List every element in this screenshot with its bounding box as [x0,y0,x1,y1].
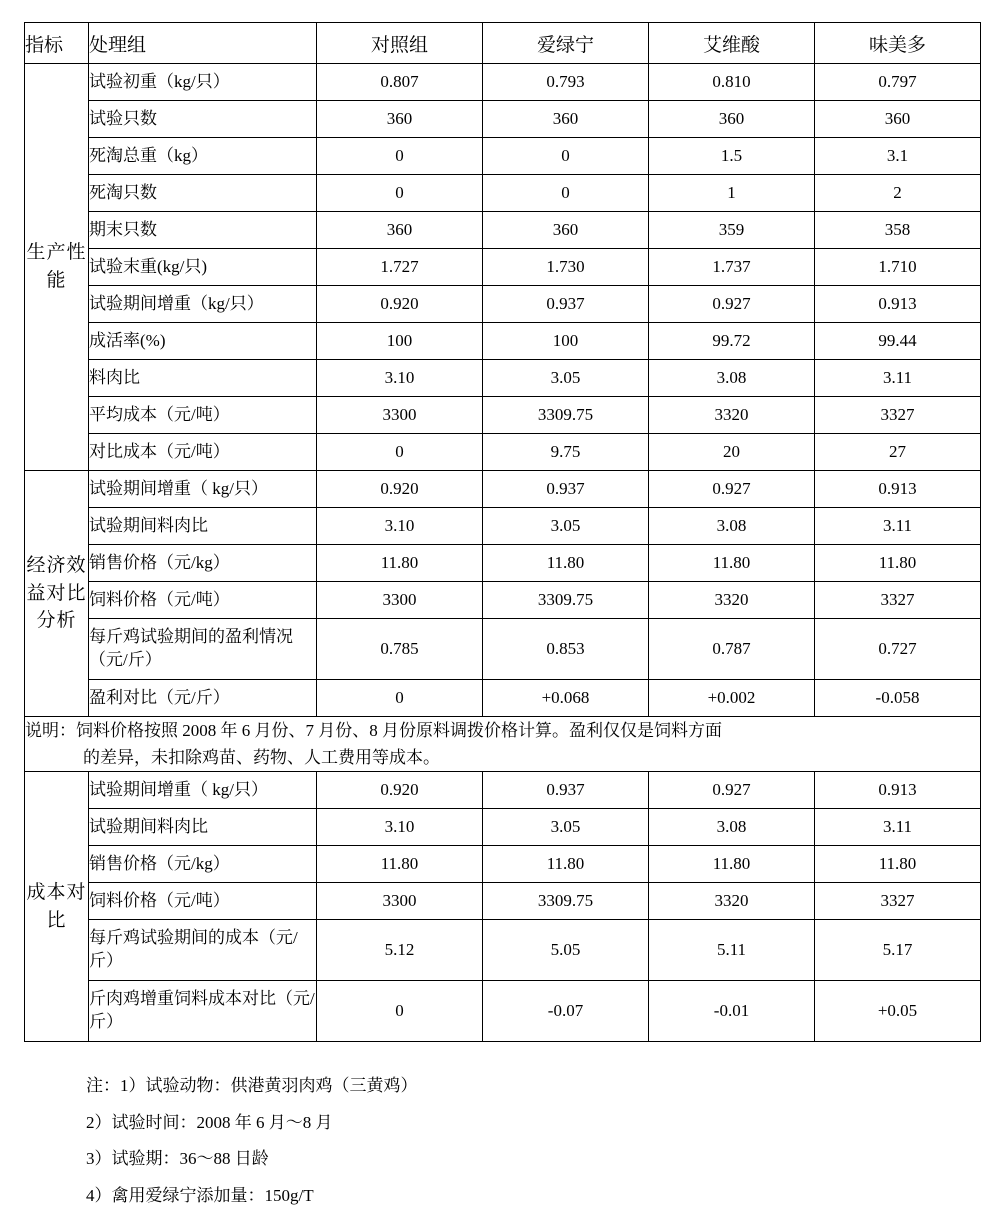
row-value: 0.920 [317,772,483,809]
row-value: 0.920 [317,286,483,323]
row-item-label: 死淘总重（kg） [89,138,317,175]
row-item-label: 试验期间料肉比 [89,809,317,846]
row-value: +0.002 [649,680,815,717]
footnote-4: 4）禽用爱绿宁添加量：150g/T [86,1186,314,1206]
row-item-label: 试验期间料肉比 [89,508,317,545]
row-value: 3.08 [649,809,815,846]
header-group-label: 指标 [25,23,89,64]
row-value: +0.068 [483,680,649,717]
row-value: 0 [483,175,649,212]
row-value: 360 [317,101,483,138]
section-label-production: 生产性能 [25,64,89,471]
table-row [25,249,981,286]
footnote-2: 2）试验时间：2008 年 6 月～8 月 [86,1112,333,1132]
table-row [25,101,981,138]
row-value: 3309.75 [483,883,649,920]
header-col-1: 对照组 [317,23,483,64]
row-value: 3.10 [317,809,483,846]
row-value: 358 [815,212,981,249]
row-value: 360 [649,101,815,138]
row-value: 1.710 [815,249,981,286]
row-item-label: 平均成本（元/吨） [89,397,317,434]
row-value: 0.927 [649,471,815,508]
row-value: 11.80 [483,846,649,883]
header-col-2: 爱绿宁 [483,23,649,64]
row-value: 3300 [317,883,483,920]
row-value: 11.80 [815,545,981,582]
row-item-label: 饲料价格（元/吨） [89,883,317,920]
row-value: 11.80 [815,846,981,883]
table-header-row [25,23,981,64]
row-value: 360 [483,212,649,249]
row-value: 0.853 [483,619,649,680]
table-header [25,23,981,64]
row-value: 3.08 [649,508,815,545]
table-row [25,508,981,545]
row-value: 0.927 [649,286,815,323]
row-value: 9.75 [483,434,649,471]
row-value: 0.810 [649,64,815,101]
row-value: 27 [815,434,981,471]
row-item-label: 试验只数 [89,101,317,138]
table-row [25,286,981,323]
table-row [25,397,981,434]
row-value: 0.785 [317,619,483,680]
row-value: 0.937 [483,772,649,809]
table-row [25,883,981,920]
row-item-label: 试验期间增重（ kg/只） [89,471,317,508]
header-item-label: 处理组 [89,23,317,64]
row-value: 1.5 [649,138,815,175]
header-col-3: 艾维酸 [649,23,815,64]
row-item-label: 料肉比 [89,360,317,397]
row-value: 0.920 [317,471,483,508]
row-item-label: 期末只数 [89,212,317,249]
row-value: 20 [649,434,815,471]
row-value: 99.72 [649,323,815,360]
row-value: 360 [815,101,981,138]
row-value: 3327 [815,582,981,619]
row-value: 3.05 [483,809,649,846]
table-row-note [25,717,981,772]
economics-note-line-1: 说明：饲料价格按照 2008 年 6 月份、7 月份、8 月份原料调拨价格计算。盈利仅仅是饲料方面 [25,721,722,740]
row-value: 3300 [317,397,483,434]
row-item-label: 对比成本（元/吨） [89,434,317,471]
row-value: 0.727 [815,619,981,680]
row-value: -0.058 [815,680,981,717]
row-value: 3327 [815,397,981,434]
table-row [25,212,981,249]
row-value: 3.08 [649,360,815,397]
table-row [25,64,981,101]
table-row [25,434,981,471]
row-value: 0 [317,680,483,717]
row-value: 3320 [649,883,815,920]
row-value: 99.44 [815,323,981,360]
row-value: 1.737 [649,249,815,286]
row-value: 11.80 [483,545,649,582]
row-value: 0 [483,138,649,175]
row-value: 100 [483,323,649,360]
row-value: 0 [317,981,483,1042]
table-row [25,323,981,360]
table-body [25,64,981,1042]
row-value: 3.11 [815,360,981,397]
row-value: 1 [649,175,815,212]
row-value: 0.793 [483,64,649,101]
row-value: 3.05 [483,360,649,397]
row-item-label: 成活率(%) [89,323,317,360]
row-value: -0.01 [649,981,815,1042]
row-value: 3.1 [815,138,981,175]
row-value: 3327 [815,883,981,920]
row-value: 3.05 [483,508,649,545]
row-value: 3309.75 [483,397,649,434]
row-value: 3309.75 [483,582,649,619]
table-row [25,619,981,680]
row-value: 0.913 [815,772,981,809]
row-value: 0.787 [649,619,815,680]
section-label-cost: 成本对比 [25,772,89,1042]
economics-note-line-2: 的差异，未扣除鸡苗、药物、人工费用等成本。 [83,748,440,768]
header-col-4: 味美多 [815,23,981,64]
row-value: 5.05 [483,920,649,981]
row-item-label: 死淘只数 [89,175,317,212]
table-row [25,772,981,809]
row-value: 1.730 [483,249,649,286]
row-value: 0.937 [483,286,649,323]
row-value: 0.807 [317,64,483,101]
row-value: 0.927 [649,772,815,809]
section-label-economics: 经济效益对比分析 [25,471,89,717]
footnotes [24,1068,981,1214]
footnote-3: 3）试验期：36～88 日龄 [86,1149,269,1169]
economics-note [25,717,981,772]
row-value: 3.11 [815,809,981,846]
table-row [25,846,981,883]
row-value: 1.727 [317,249,483,286]
row-item-label: 试验末重(kg/只) [89,249,317,286]
row-value: 3320 [649,582,815,619]
row-value: 3300 [317,582,483,619]
row-value: 0 [317,434,483,471]
row-value: 360 [317,212,483,249]
row-value: 100 [317,323,483,360]
row-item-label: 斤肉鸡增重饲料成本对比（元/斤） [89,981,317,1042]
row-value: 0.797 [815,64,981,101]
row-item-label: 试验初重（kg/只） [89,64,317,101]
row-value: 360 [483,101,649,138]
row-value: 2 [815,175,981,212]
results-table [24,22,981,1042]
row-value: 11.80 [317,846,483,883]
row-value: 359 [649,212,815,249]
table-row [25,360,981,397]
table-row [25,920,981,981]
row-value: 0.913 [815,286,981,323]
row-value: -0.07 [483,981,649,1042]
row-item-label: 盈利对比（元/斤） [89,680,317,717]
row-item-label: 饲料价格（元/吨） [89,582,317,619]
footnote-1: 注：1）试验动物：供港黄羽肉鸡（三黄鸡） [86,1076,418,1096]
table-row [25,809,981,846]
row-value: 5.12 [317,920,483,981]
row-item-label: 试验期间增重（kg/只） [89,286,317,323]
row-item-label: 销售价格（元/kg） [89,846,317,883]
row-value: 3.11 [815,508,981,545]
row-value: 0 [317,175,483,212]
row-value: 3320 [649,397,815,434]
table-row [25,582,981,619]
row-item-label: 每斤鸡试验期间的盈利情况（元/斤） [89,619,317,680]
row-value: 5.11 [649,920,815,981]
table-row [25,471,981,508]
table-row [25,680,981,717]
row-value: 3.10 [317,508,483,545]
table-row [25,545,981,582]
row-item-label: 试验期间增重（ kg/只） [89,772,317,809]
row-value: 11.80 [649,545,815,582]
row-value: 0.937 [483,471,649,508]
row-value: 0 [317,138,483,175]
row-value: 11.80 [317,545,483,582]
table-row [25,138,981,175]
row-item-label: 每斤鸡试验期间的成本（元/斤） [89,920,317,981]
row-value: 3.10 [317,360,483,397]
row-value: 11.80 [649,846,815,883]
table-row [25,981,981,1042]
row-value: 5.17 [815,920,981,981]
row-value: 0.913 [815,471,981,508]
row-item-label: 销售价格（元/kg） [89,545,317,582]
table-row [25,175,981,212]
row-value: +0.05 [815,981,981,1042]
